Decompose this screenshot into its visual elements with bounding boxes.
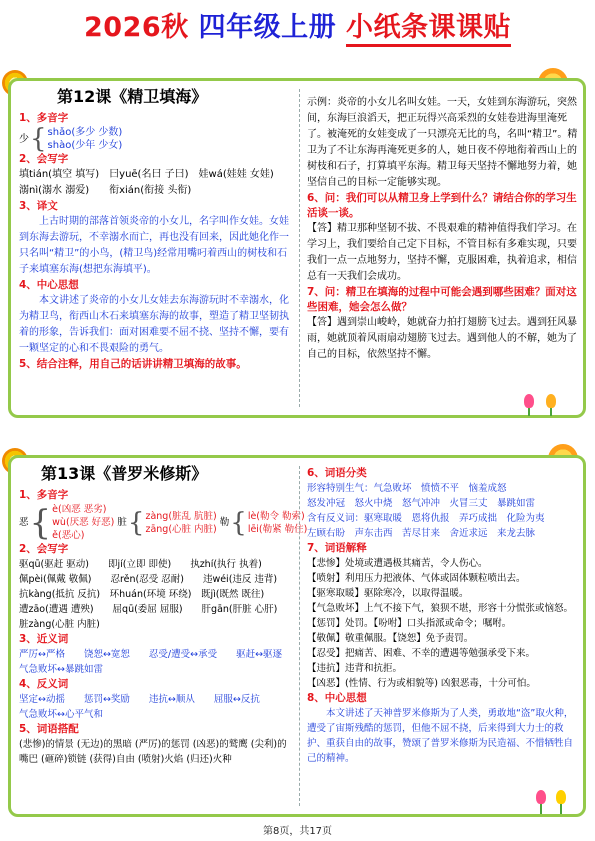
polyphone-reading: lè(勒令 勒索) xyxy=(247,510,305,522)
explain-line: 【悲惨】处境或遭遇极其痛苦，令人伤心。 xyxy=(307,558,488,569)
lesson-13-card xyxy=(8,455,586,817)
antonym-line: 坚定↔动摇 惩罚↔奖励 违抗↔顺从 屈服↔反抗 xyxy=(19,694,260,705)
polyphone-reading: wù(厌恶 好恶) xyxy=(52,517,115,528)
polyphone-reading: ě(恶心) xyxy=(52,530,85,541)
page-title xyxy=(0,6,595,50)
lesson-title: 第13课《普罗米修斯》 xyxy=(41,464,208,483)
polyphone-group xyxy=(19,502,308,543)
polyphone-char: 少 xyxy=(19,133,29,145)
section-heading: 6、词语分类 xyxy=(307,467,367,479)
section-heading: 2、会写字 xyxy=(19,543,69,555)
explain-line: 【违抗】违背和抗拒。 xyxy=(307,663,403,674)
section-heading: 4、中心思想 xyxy=(19,279,79,291)
write-line: 填tián(填空 填写) 曰yuē(名曰 子曰) 娃wá(娃娃 女娃) xyxy=(19,169,274,180)
class-line: 含有反义词：驱寒取暖 恩将仇报 弄巧成拙 化险为夷 xyxy=(307,513,545,524)
write-line: 抗kàng(抵抗 反抗) 环huán(环境 环绕) 既jì(既然 既往) xyxy=(19,589,265,600)
write-line: 遭zāo(遭遇 遭殃) 屈qū(委屈 屈服) 肝gān(肝脏 心肝) xyxy=(19,604,278,615)
question-heading: 6、问：我们可以从精卫身上学到什么？请结合你的学习生活谈一谈。 xyxy=(307,192,577,219)
section-heading: 5、结合注释，用自己的话讲讲精卫填海的故事。 xyxy=(19,358,247,370)
synonym-line: 严厉↔严格 饶恕↔宽恕 忍受/遭受↔承受 驱赶↔驱逐 xyxy=(19,649,283,660)
polyphone-reading: lēi(勒紧 勒住) xyxy=(247,523,308,535)
section-heading: 3、近义词 xyxy=(19,633,69,645)
section-heading: 5、词语搭配 xyxy=(19,723,79,735)
column-divider xyxy=(299,89,300,407)
center-idea-text: 本文讲述了炎帝的小女儿女娃去东海游玩时不幸溺水，化为精卫鸟，衔西山木石来填塞东海的故事，塑造了精卫坚韧执着的形象，告诉我们：面对困难要不屈不挠、坚持不懈，要有一颗坚定的心和不畏艰险的勇气。 xyxy=(19,295,289,354)
polyphone-char: 脏 xyxy=(117,517,127,528)
polyphone-group xyxy=(19,126,293,152)
brace-icon: { xyxy=(230,507,247,538)
title-grade: 四年级上册 xyxy=(198,12,337,43)
translation-text: 上古时期的部落首领炎帝的小女儿，名字叫作女娃。女娃到东海去游玩，不幸溺水而亡，再也没有回来，因此她化作一只名叫“精卫”的小鸟，(精卫鸟)经常用嘴叼着西山的树枝和石子来填塞东海(想把东海填平)。 xyxy=(19,216,289,275)
section-heading: 1、多音字 xyxy=(19,112,69,124)
tulip-icon xyxy=(536,790,546,804)
explain-line: 【气急败坏】上气不接下气，狼狈不堪，形容十分慌张或恼怒。 xyxy=(307,603,574,614)
class-line: 形容特别生气：气急败坏 愤愤不平 恼羞成怒 xyxy=(307,483,507,494)
lesson-12-card xyxy=(8,78,586,418)
section-heading: 1、多音字 xyxy=(19,489,69,501)
section-heading: 4、反义词 xyxy=(19,678,69,690)
tulip-icon xyxy=(546,394,556,408)
collocation-text: (悲惨)的情景 (无边)的黑暗 (严厉)的惩罚 (凶恶)的鹫鹰 (尖利)的嘴巴 (砸碎)锁链 (获得)自由 (喷射)火焰 (归还)火种 xyxy=(19,739,287,765)
brace-icon: { xyxy=(30,124,47,154)
section-heading: 7、词语解释 xyxy=(307,542,367,554)
question-heading: 7、问：精卫在填海的过程中可能会遇到哪些困难？面对这些困难，她会怎么做？ xyxy=(307,286,577,313)
section-heading: 8、中心思想 xyxy=(307,692,367,704)
answer-text: 【答】精卫那种坚韧不拔、不畏艰难的精神值得我们学习。在学习上，我们要给自己定下目标，不管目标有多难实现，只要我们一点一点地努力，坚持不懈，克服困难，执着追求，相信总有一天我们会成功。 xyxy=(307,223,577,282)
explain-line: 【喷射】利用压力把液体、气体或固体颗粒喷出去。 xyxy=(307,573,526,584)
class-line: 左顾右盼 声东击西 苦尽甘来 舍近求远 来龙去脉 xyxy=(307,528,536,539)
answer-text: 【答】遇到崇山峻岭，她就奋力拍打翅膀飞过去。遇到狂风暴雨，她就顶着风雨扇动翅膀飞过去。遇到他人的不解，她为了自己的目标，依然坚持不懈。 xyxy=(307,317,577,360)
polyphone-char: 勒 xyxy=(219,517,230,528)
write-line: 脏zàng(心脏 内脏) xyxy=(19,619,100,630)
section-heading: 2、会写字 xyxy=(19,153,69,165)
polyphone-reading: è(凶恶 恶劣) xyxy=(52,504,107,515)
polyphone-char: 恶 xyxy=(19,517,29,528)
lesson-title: 第12课《精卫填海》 xyxy=(57,87,208,106)
polyphone-reading: zāng(心脏 内脏) xyxy=(145,523,217,535)
synonym-line: 气急败坏↔暴跳如雷 xyxy=(19,664,103,675)
explain-line: 【凶恶】(性情、行为或相貌等) 凶狠恶毒，十分可怕。 xyxy=(307,678,536,689)
title-year: 2026秋 xyxy=(84,12,189,43)
write-line: 溺nì(溺水 溺爱) 衔xián(衔接 头衔) xyxy=(19,185,192,196)
brace-icon: { xyxy=(29,502,52,543)
column-divider xyxy=(299,466,300,806)
section-heading: 3、译文 xyxy=(19,200,58,212)
tulip-icon xyxy=(556,790,566,804)
title-topic: 小纸条课课贴 xyxy=(346,12,511,47)
write-line: 驱qū(驱赶 驱动) 即jí(立即 即使) 执zhí(执行 执着) xyxy=(19,559,262,570)
brace-icon: { xyxy=(127,507,145,538)
explain-line: 【忍受】把痛苦、困难、不幸的遭遇等勉强承受下来。 xyxy=(307,648,536,659)
class-line: 怒发冲冠 怒火中烧 怒气冲冲 火冒三丈 暴跳如雷 xyxy=(307,498,536,509)
tulip-icon xyxy=(524,394,534,408)
explain-line: 【惩罚】处罚。【吩咐】口头指派或命令；嘱咐。 xyxy=(307,618,512,629)
explain-line: 【驱寒取暖】驱除寒冷，以取得温暖。 xyxy=(307,588,469,599)
antonym-line: 气急败坏↔心平气和 xyxy=(19,709,103,720)
polyphone-reading: zàng(脏乱 肮脏) xyxy=(145,510,217,522)
example-text: 示例：炎帝的小女儿名叫女娃。一天，女娃到东海游玩，突然间，东海巨浪滔天，把正玩得兴高采烈的女娃卷进海里淹死了。被淹死的女娃变成了一只漂亮无比的鸟，名叫“精卫”。精卫为了不让东海再淹死更多的人，她日夜不停地衔着西山上的树枝和石子，打算填平东海。精卫每天坚持不懈地努力着，她坚信自己的目标一定能够实现。 xyxy=(307,97,578,188)
polyphone-reading: shǎo(多少 少数) xyxy=(47,127,123,138)
write-line: 佩pèi(佩戴 敬佩) 忍rěn(忍受 忍耐) 违wéi(违反 违背) xyxy=(19,574,278,585)
explain-line: 【敬佩】敬重佩服。【饶恕】免予责罚。 xyxy=(307,633,474,644)
center-idea-text: 本文讲述了天神普罗米修斯为了人类，勇敢地“盗”取火种，遭受了宙斯残酷的惩罚，但他不屈不挠，后来得到大力士的救护、重获自由的故事，赞颂了普罗米修斯为民造福、不惜牺牲自己的精神。 xyxy=(307,708,574,764)
polyphone-reading: shào(少年 少女) xyxy=(47,140,123,151)
page-number: 第8页，共17页 xyxy=(262,826,333,837)
